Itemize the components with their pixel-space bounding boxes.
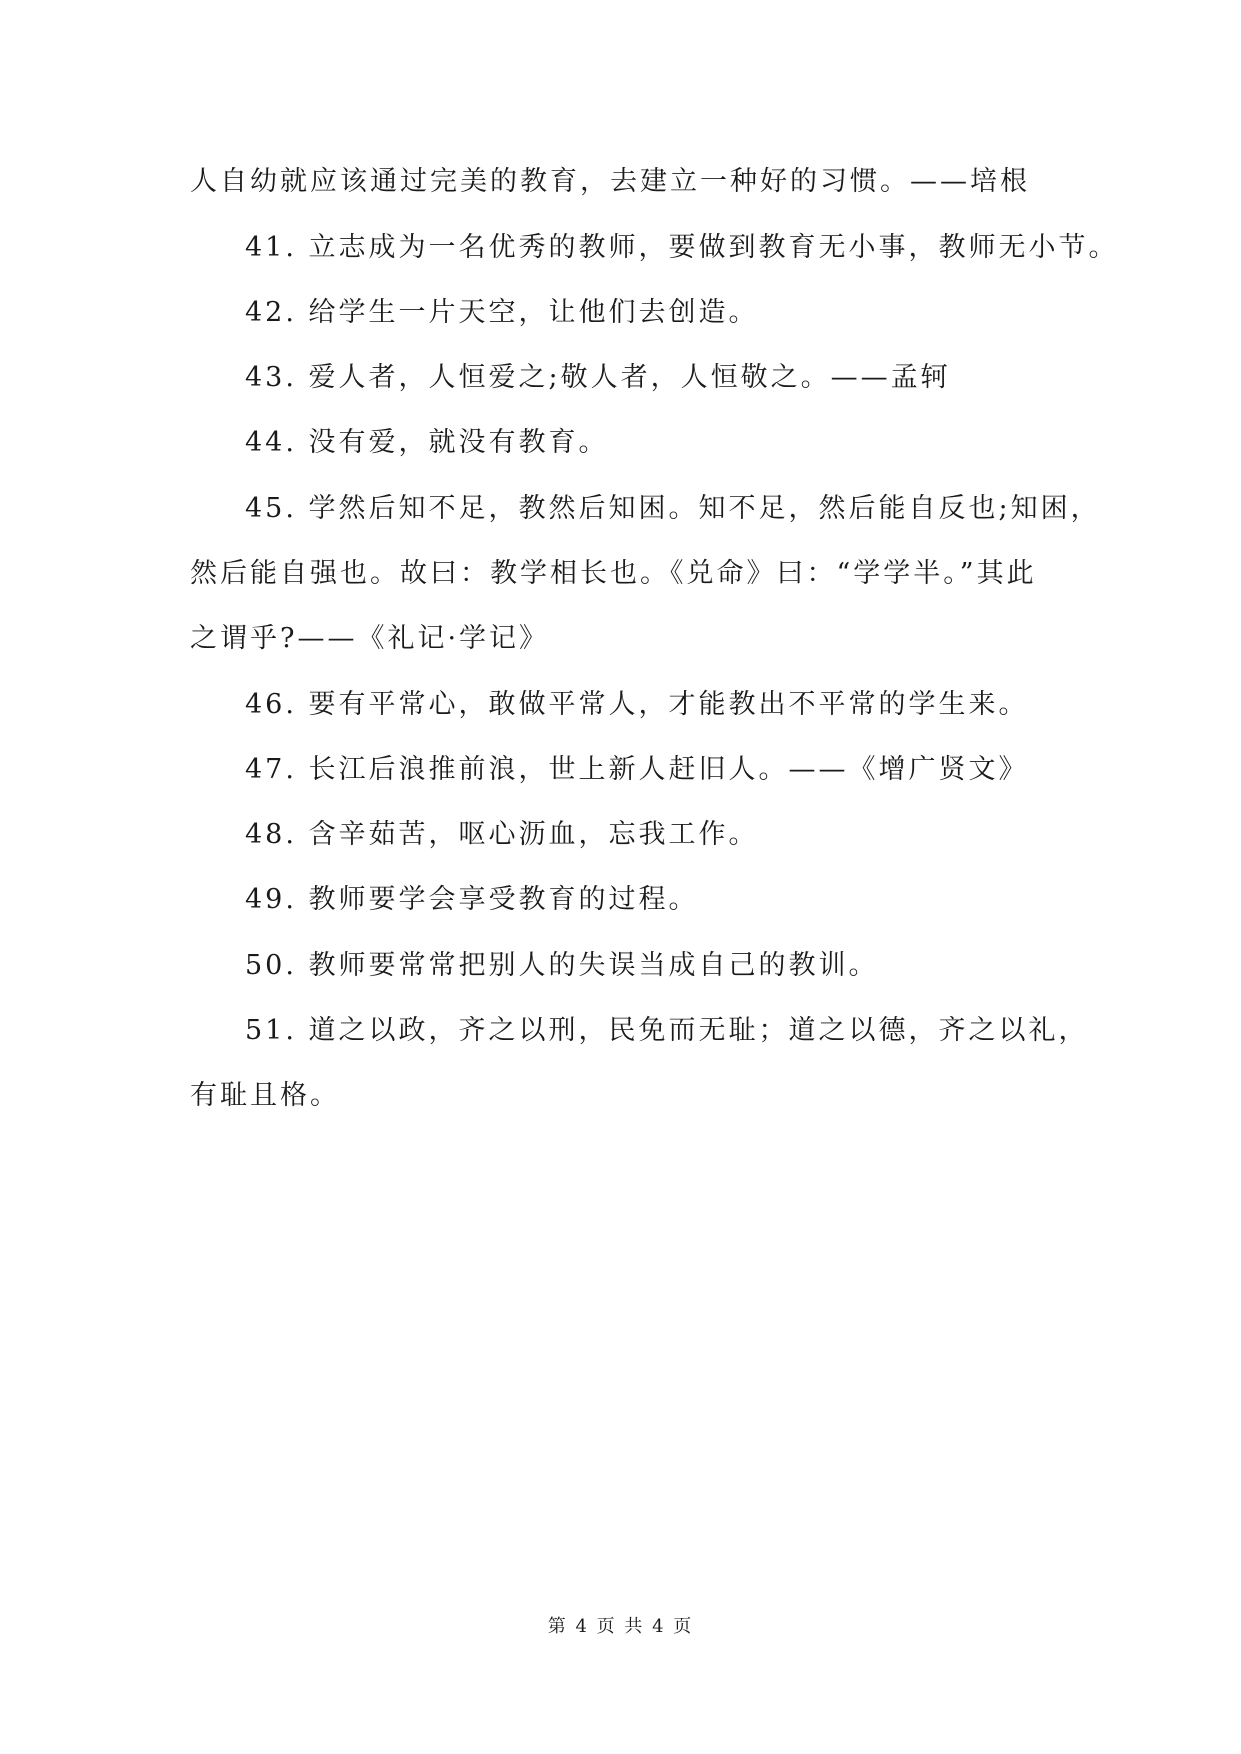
page-footer: 第 4 页 共 4 页	[547, 1616, 694, 1637]
quote-51: 51. 道之以政，齐之以刑，民免而无耻；道之以德，齐之以礼，	[245, 1015, 1089, 1046]
quote-49: 49. 教师要学会享受教育的过程。	[245, 884, 699, 915]
quote-43: 43. 爱人者，人恒爱之;敬人者，人恒敬之。——孟轲	[245, 362, 951, 393]
quote-45-continued: 之谓乎?——《礼记·学记》	[190, 623, 550, 654]
quote-45: 45. 学然后知不足，教然后知困。知不足，然后能自反也;知困，	[245, 493, 1101, 524]
quote-47: 47. 长江后浪推前浪，世上新人赶旧人。——《增广贤文》	[245, 754, 1029, 785]
quote-42: 42. 给学生一片天空，让他们去创造。	[245, 297, 759, 328]
quote-45-continued: 然后能自强也。故曰：教学相长也。《兑命》曰：“学学半。”其此	[190, 558, 1037, 589]
quote-51-continued: 有耻且格。	[190, 1080, 340, 1111]
text-line: 人自幼就应该通过完美的教育，去建立一种好的习惯。——培根	[190, 166, 1030, 197]
quote-46: 46. 要有平常心，敢做平常人，才能教出不平常的学生来。	[245, 689, 1029, 720]
quote-44: 44. 没有爱，就没有教育。	[245, 427, 609, 458]
quote-41: 41. 立志成为一名优秀的教师，要做到教育无小事，教师无小节。	[245, 232, 1119, 263]
quote-48: 48. 含辛茹苦，呕心沥血，忘我工作。	[245, 819, 759, 850]
quote-50: 50. 教师要常常把别人的失误当成自己的教训。	[245, 950, 879, 981]
